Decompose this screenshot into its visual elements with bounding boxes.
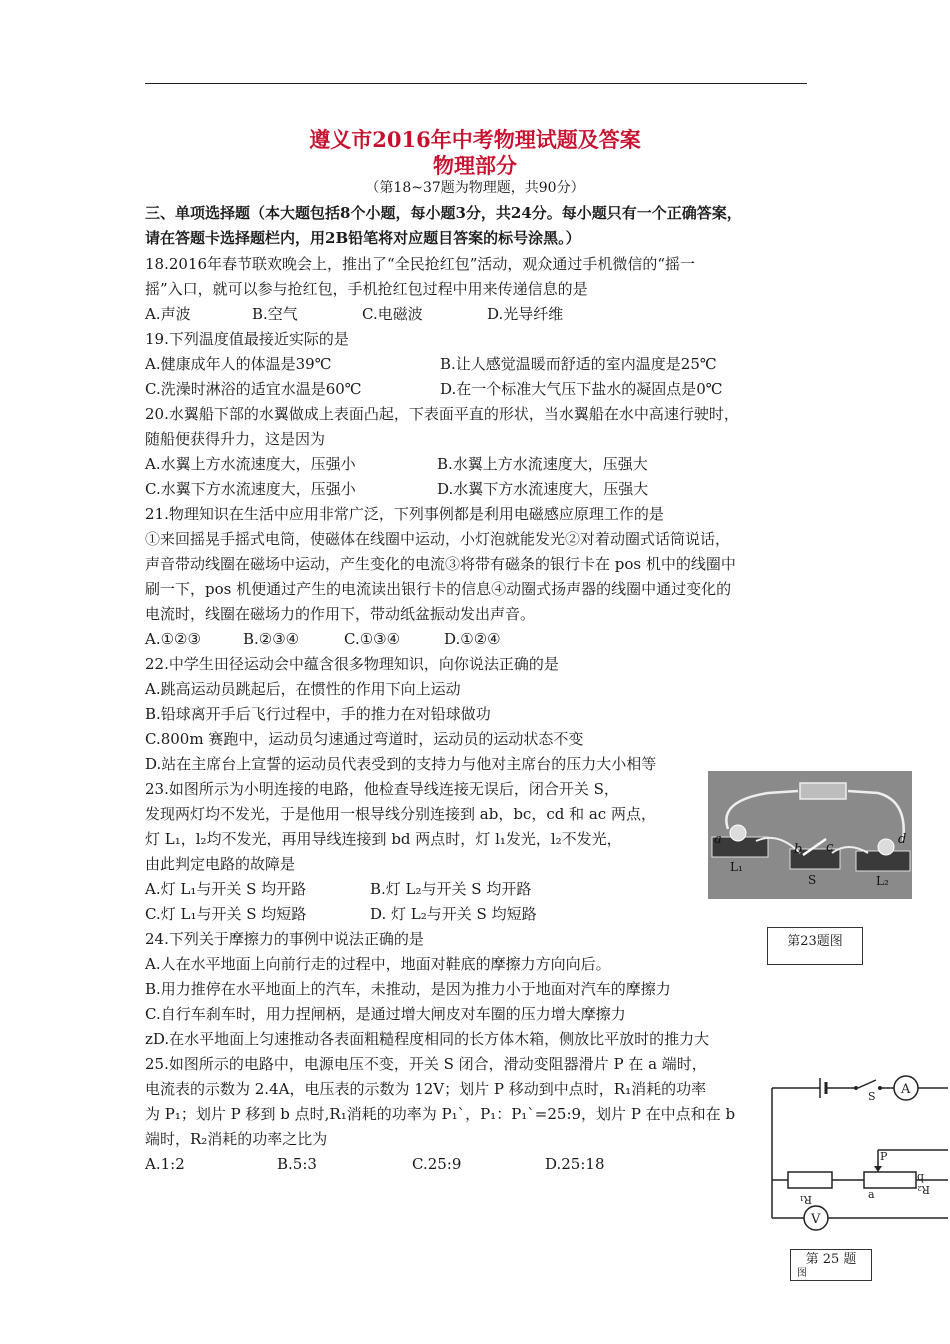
- q23-circuit-drawing: [708, 771, 912, 899]
- option: A.①②③: [145, 630, 201, 648]
- option: C.25:9: [412, 1155, 462, 1173]
- label: d: [898, 832, 907, 847]
- option: A.水翼上方水流速度大，压强小: [145, 455, 356, 473]
- option: C.①③④: [344, 630, 401, 648]
- option: B.5:3: [277, 1155, 317, 1173]
- option: D.25:18: [545, 1155, 605, 1173]
- question-21-stem: 电流时，线圈在磁场力的作用下，带动纸盆振动发出声音。: [145, 605, 536, 623]
- question-18-stem: 摇”入口，就可以参与抢红包，手机抢红包过程中用来传递信息的是: [145, 280, 588, 298]
- question-23-stem: 发现两灯均不发光，于是他用一根导线分别连接到 ab，bc，cd 和 ac 两点，: [145, 805, 656, 823]
- option: C.水翼下方水流速度大，压强小: [145, 480, 356, 498]
- question-18-stem: 18.2016年春节联欢晚会上，推出了“全民抢红包”活动，观众通过手机微信的“摇一: [145, 255, 696, 273]
- option: B.②③④: [243, 630, 300, 648]
- label: P: [880, 1150, 888, 1163]
- option: D.在一个标准大气压下盐水的凝固点是0℃: [440, 380, 723, 398]
- q25-circuit-drawing: [770, 1068, 950, 1243]
- option: B.铅球离开手后飞行过程中，手的推力在对铅球做功: [145, 705, 491, 723]
- option: A.声波: [145, 305, 191, 323]
- option: D.光导纤维: [487, 305, 564, 323]
- option: A.人在水平地面上向前行走的过程中，地面对鞋底的摩擦力方向向后。: [145, 955, 611, 973]
- figure-caption: 第23题图: [767, 927, 863, 965]
- option: C.电磁波: [362, 305, 423, 323]
- option: A.跳高运动员跳起后，在惯性的作用下向上运动: [145, 680, 461, 698]
- question-20-stem: 随船便获得升力，这是因为: [145, 430, 326, 448]
- label: S: [808, 873, 817, 887]
- option: D. 灯 L₂与开关 S 均短路: [370, 905, 537, 923]
- option: B.灯 L₂与开关 S 均开路: [370, 880, 532, 898]
- label: A: [901, 1082, 911, 1097]
- label: b: [794, 842, 803, 857]
- label: V: [811, 1212, 821, 1227]
- figure-caption-line: 图: [797, 1268, 807, 1279]
- question-21-stem: 声音带动线圈在磁场中运动，产生变化的电流③将带有磁条的银行卡在 pos 机中的线圈中: [145, 555, 736, 573]
- question-25-stem: 电流表的示数为 2.4A，电压表的示数为 12V；划片 P 移动到中点时，R₁消耗的功率: [145, 1080, 707, 1098]
- question-25-stem: 25.如图所示的电路中，电源电压不变，开关 S 闭合，滑动变阻器滑片 P 在 a 端时，: [145, 1055, 707, 1073]
- label: R₂: [917, 1183, 930, 1196]
- question-25-stem: 为 P₁；划片 P 移到 b 点时,R₁消耗的功率为 P₁`，P₁：P₁`=25:9，划片 P 在中点和在 b: [145, 1105, 736, 1123]
- question-20-stem: 20.水翼船下部的水翼做成上表面凸起，下表面平直的形状，当水翼船在水中高速行驶时，: [145, 405, 739, 423]
- option: C.灯 L₁与开关 S 均短路: [145, 905, 307, 923]
- option: C.自行车刹车时，用力捏闸柄，是通过增大闸皮对车圈的压力增大摩擦力: [145, 1005, 626, 1023]
- section-heading: 请在答题卡选择题栏内，用2B铅笔将对应题目答案的标号涂黑。）: [145, 229, 581, 247]
- option: A.健康成年人的体温是39℃: [145, 355, 332, 373]
- label: b: [916, 1171, 924, 1184]
- page-title: 遵义市2016年中考物理试题及答案: [309, 127, 641, 152]
- option: C.800m 赛跑中，运动员匀速通过弯道时，运动员的运动状态不变: [145, 730, 584, 748]
- question-22-stem: 22.中学生田径运动会中蕴含很多物理知识，向你说法正确的是: [145, 655, 559, 673]
- option: A.灯 L₁与开关 S 均开路: [145, 880, 307, 898]
- question-23-stem: 灯 L₁，l₂均不发光，再用导线连接到 bd 两点时，灯 l₁发光，l₂不发光，: [145, 830, 622, 848]
- figure-caption: [790, 1249, 872, 1281]
- q25-circuit-diagram: [770, 1068, 950, 1243]
- page-note: （第18~37题为物理题，共90分）: [365, 180, 585, 196]
- question-21-stem: 21.物理知识在生活中应用非常广泛，下列事例都是利用电磁感应原理工作的是: [145, 505, 664, 523]
- option: C.洗澡时淋浴的适宜水温是60℃: [145, 380, 362, 398]
- option: B.空气: [252, 305, 298, 323]
- section-heading: 三、单项选择题（本大题包括8个小题，每小题3分，共24分。每小题只有一个正确答案，: [145, 204, 742, 222]
- label: L₁: [730, 860, 743, 874]
- label: c: [826, 840, 834, 855]
- page-subtitle: 物理部分: [433, 153, 517, 178]
- option: B.用力推停在水平地面上的汽车，未推动，是因为推力小于地面对汽车的摩擦力: [145, 980, 671, 998]
- option: B.让人感觉温暖而舒适的室内温度是25℃: [440, 355, 717, 373]
- top-rule: [145, 83, 807, 84]
- label: R₁: [799, 1193, 812, 1206]
- option: D.水翼下方水流速度大，压强大: [437, 480, 649, 498]
- option: D.①②④: [444, 630, 501, 648]
- question-24-stem: 24.下列关于摩擦力的事例中说法正确的是: [145, 930, 424, 948]
- question-21-stem: ①来回摇晃手摇式电筒，使磁体在线圈中运动，小灯泡就能发光②对着动圈式话筒说话，: [145, 530, 731, 548]
- label: a: [714, 832, 722, 847]
- question-23-stem: 由此判定电路的故障是: [145, 855, 296, 873]
- option: D.站在主席台上宣誓的运动员代表受到的支持力与他对主席台的压力大小相等: [145, 755, 657, 773]
- label: a: [868, 1188, 875, 1201]
- label: L₂: [876, 874, 889, 888]
- option: A.1:2: [145, 1155, 185, 1173]
- question-25-stem: 端时，R₂消耗的功率之比为: [145, 1130, 328, 1148]
- option: B.水翼上方水流速度大，压强大: [437, 455, 648, 473]
- question-23-stem: 23.如图所示为小明连接的电路，他检查导线连接无误后，闭合开关 S，: [145, 780, 619, 798]
- label: S: [868, 1090, 876, 1103]
- option: zD.在水平地面上匀速推动各表面粗糙程度相同的长方体木箱，侧放比平放时的推力大: [145, 1030, 710, 1048]
- question-19-stem: 19.下列温度值最接近实际的是: [145, 330, 349, 348]
- figure-caption-line: 第 25 题: [805, 1252, 857, 1267]
- q23-circuit-photo: [708, 771, 912, 899]
- question-21-stem: 刷一下，pos 机便通过产生的电流读出银行卡的信息④动圈式扬声器的线圈中通过变化的: [145, 580, 732, 598]
